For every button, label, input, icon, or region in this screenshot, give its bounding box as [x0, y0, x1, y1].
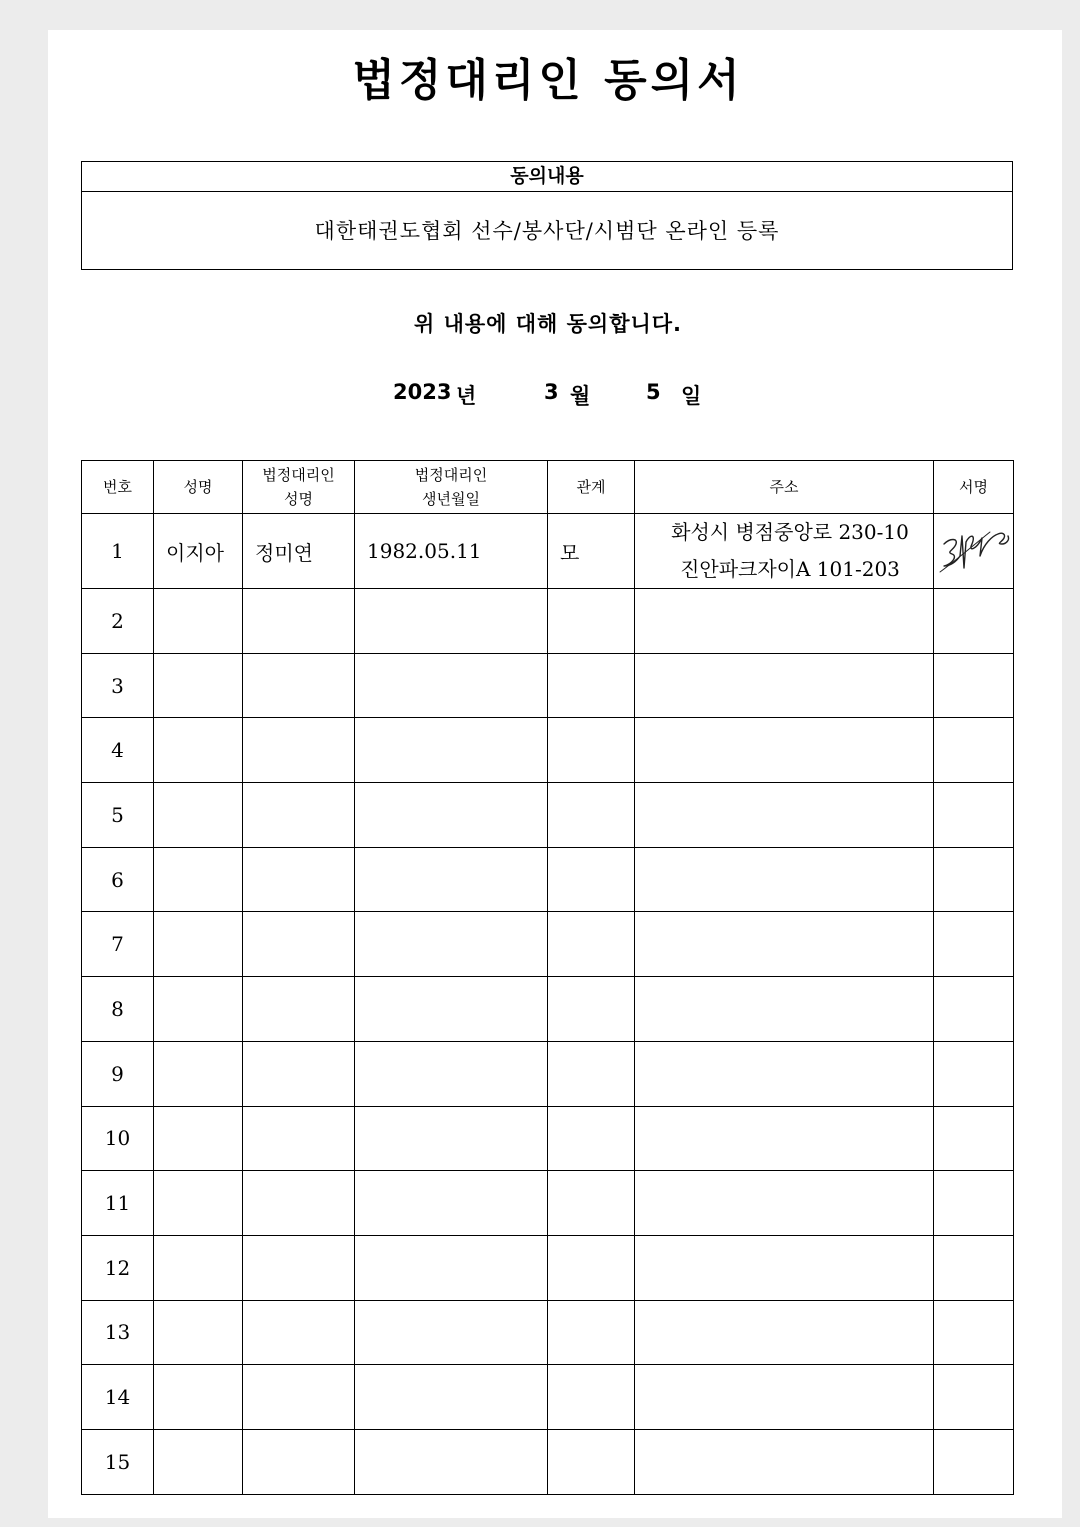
cell-rep-birth — [355, 589, 548, 654]
date-year-unit: 년 — [456, 384, 477, 408]
cell-relation — [548, 977, 635, 1042]
date-year: 2023 — [393, 380, 452, 404]
cell-rep-birth — [355, 1429, 548, 1494]
agreement-statement: 위 내용에 대해 동의합니다. — [413, 312, 683, 336]
cell-signature — [934, 1429, 1014, 1494]
cell-address — [635, 1429, 934, 1494]
cell-relation — [548, 653, 635, 718]
header-no: 번호 — [82, 461, 154, 514]
cell-signature — [934, 1106, 1014, 1171]
table-row — [82, 1106, 1014, 1171]
cell-rep-name: 정미연 — [243, 514, 355, 589]
cell-name — [154, 1365, 243, 1430]
table-row — [82, 1235, 1014, 1300]
cell-no: 9 — [82, 1041, 154, 1106]
cell-rep-birth — [355, 1041, 548, 1106]
table-row — [82, 847, 1014, 912]
cell-address — [635, 1171, 934, 1236]
cell-address — [635, 1300, 934, 1365]
table-row — [82, 653, 1014, 718]
cell-relation — [548, 912, 635, 977]
cell-no: 12 — [82, 1235, 154, 1300]
table-row — [82, 1365, 1014, 1430]
table-row — [82, 977, 1014, 1042]
table-row — [82, 783, 1014, 848]
table-row — [82, 718, 1014, 783]
cell-relation — [548, 1041, 635, 1106]
date-day-unit: 일 — [681, 384, 702, 408]
date-month-unit: 월 — [570, 384, 591, 408]
cell-name — [154, 718, 243, 783]
cell-relation — [548, 1300, 635, 1365]
cell-name — [154, 847, 243, 912]
cell-rep-birth — [355, 847, 548, 912]
cell-rep-name — [243, 977, 355, 1042]
cell-rep-birth — [355, 977, 548, 1042]
table-row — [82, 1300, 1014, 1365]
cell-relation — [548, 1429, 635, 1494]
cell-signature — [934, 1300, 1014, 1365]
cell-rep-birth — [355, 718, 548, 783]
cell-relation: 모 — [548, 514, 635, 589]
table-row — [82, 1171, 1014, 1236]
cell-relation — [548, 783, 635, 848]
cell-relation — [548, 1106, 635, 1171]
cell-address — [635, 912, 934, 977]
table-row — [82, 589, 1014, 654]
cell-rep-birth: 1982.05.11 — [355, 514, 548, 589]
header-address: 주소 — [635, 461, 934, 514]
cell-no: 8 — [82, 977, 154, 1042]
header-rep-name — [243, 461, 355, 514]
cell-signature — [934, 1041, 1014, 1106]
cell-rep-birth — [355, 783, 548, 848]
date-day: 5 — [646, 380, 661, 404]
cell-no: 15 — [82, 1429, 154, 1494]
cell-name — [154, 977, 243, 1042]
cell-signature — [934, 514, 1014, 589]
cell-name — [154, 1171, 243, 1236]
header-rep-birth-line2: 생년월일 — [422, 490, 480, 508]
cell-relation — [548, 1235, 635, 1300]
cell-address — [635, 1365, 934, 1430]
table-row — [82, 1429, 1014, 1494]
document-title: 법정대리인 동의서 — [352, 55, 744, 106]
cell-no: 7 — [82, 912, 154, 977]
consent-box — [81, 161, 1013, 270]
cell-signature — [934, 847, 1014, 912]
table-row — [82, 1041, 1014, 1106]
cell-rep-name — [243, 589, 355, 654]
cell-rep-name — [243, 1041, 355, 1106]
cell-relation — [548, 718, 635, 783]
consent-heading: 동의내용 — [82, 162, 1012, 192]
representative-table — [81, 460, 1014, 1495]
cell-no: 3 — [82, 653, 154, 718]
cell-no: 6 — [82, 847, 154, 912]
cell-rep-name — [243, 1300, 355, 1365]
cell-name — [154, 912, 243, 977]
cell-rep-birth — [355, 653, 548, 718]
cell-rep-birth — [355, 912, 548, 977]
cell-signature — [934, 589, 1014, 654]
cell-no: 10 — [82, 1106, 154, 1171]
address-line-1: 화성시 병점중앙로 230-10 — [671, 520, 909, 544]
header-rep-birth-line1: 법정대리인 — [414, 466, 488, 484]
cell-address — [635, 1235, 934, 1300]
header-name: 성명 — [154, 461, 243, 514]
cell-rep-name — [243, 718, 355, 783]
cell-address — [635, 847, 934, 912]
cell-signature — [934, 783, 1014, 848]
handwritten-signature — [936, 522, 1012, 580]
cell-no: 4 — [82, 718, 154, 783]
cell-address — [635, 653, 934, 718]
cell-no: 11 — [82, 1171, 154, 1236]
cell-address — [635, 783, 934, 848]
cell-address — [635, 589, 934, 654]
cell-signature — [934, 1235, 1014, 1300]
cell-name — [154, 783, 243, 848]
cell-no: 5 — [82, 783, 154, 848]
date-month: 3 — [544, 380, 559, 404]
cell-rep-name — [243, 1171, 355, 1236]
cell-rep-name — [243, 783, 355, 848]
cell-no: 1 — [82, 514, 154, 589]
cell-address — [635, 718, 934, 783]
cell-relation — [548, 1365, 635, 1430]
cell-rep-birth — [355, 1106, 548, 1171]
cell-signature — [934, 718, 1014, 783]
cell-rep-name — [243, 653, 355, 718]
cell-signature — [934, 977, 1014, 1042]
cell-signature — [934, 1171, 1014, 1236]
cell-name: 이지아 — [154, 514, 243, 589]
table-row — [82, 912, 1014, 977]
cell-name — [154, 1300, 243, 1365]
cell-address — [635, 514, 934, 589]
cell-relation — [548, 847, 635, 912]
cell-relation — [548, 589, 635, 654]
address-line-2: 진안파크자이A 101-203 — [680, 557, 900, 581]
cell-relation — [548, 1171, 635, 1236]
cell-name — [154, 653, 243, 718]
header-rep-birth — [355, 461, 548, 514]
header-relation: 관계 — [548, 461, 635, 514]
cell-rep-birth — [355, 1171, 548, 1236]
header-signature: 서명 — [934, 461, 1014, 514]
cell-name — [154, 589, 243, 654]
header-rep-name-line2: 성명 — [284, 490, 313, 508]
cell-no: 2 — [82, 589, 154, 654]
cell-address — [635, 1041, 934, 1106]
cell-rep-name — [243, 1235, 355, 1300]
cell-name — [154, 1106, 243, 1171]
cell-address — [635, 977, 934, 1042]
cell-rep-name — [243, 912, 355, 977]
cell-name — [154, 1235, 243, 1300]
cell-signature — [934, 912, 1014, 977]
cell-rep-birth — [355, 1235, 548, 1300]
cell-no: 14 — [82, 1365, 154, 1430]
cell-rep-birth — [355, 1365, 548, 1430]
consent-text: 대한태권도협회 선수/봉사단/시범단 온라인 등록 — [314, 219, 780, 243]
cell-rep-name — [243, 847, 355, 912]
cell-name — [154, 1041, 243, 1106]
cell-rep-name — [243, 1106, 355, 1171]
cell-no: 13 — [82, 1300, 154, 1365]
cell-rep-birth — [355, 1300, 548, 1365]
table-header-row — [82, 461, 1014, 514]
cell-rep-name — [243, 1365, 355, 1430]
cell-rep-name — [243, 1429, 355, 1494]
cell-signature — [934, 1365, 1014, 1430]
cell-address — [635, 1106, 934, 1171]
table-row — [82, 514, 1014, 589]
cell-signature — [934, 653, 1014, 718]
cell-name — [154, 1429, 243, 1494]
header-rep-name-line1: 법정대리인 — [262, 466, 335, 484]
